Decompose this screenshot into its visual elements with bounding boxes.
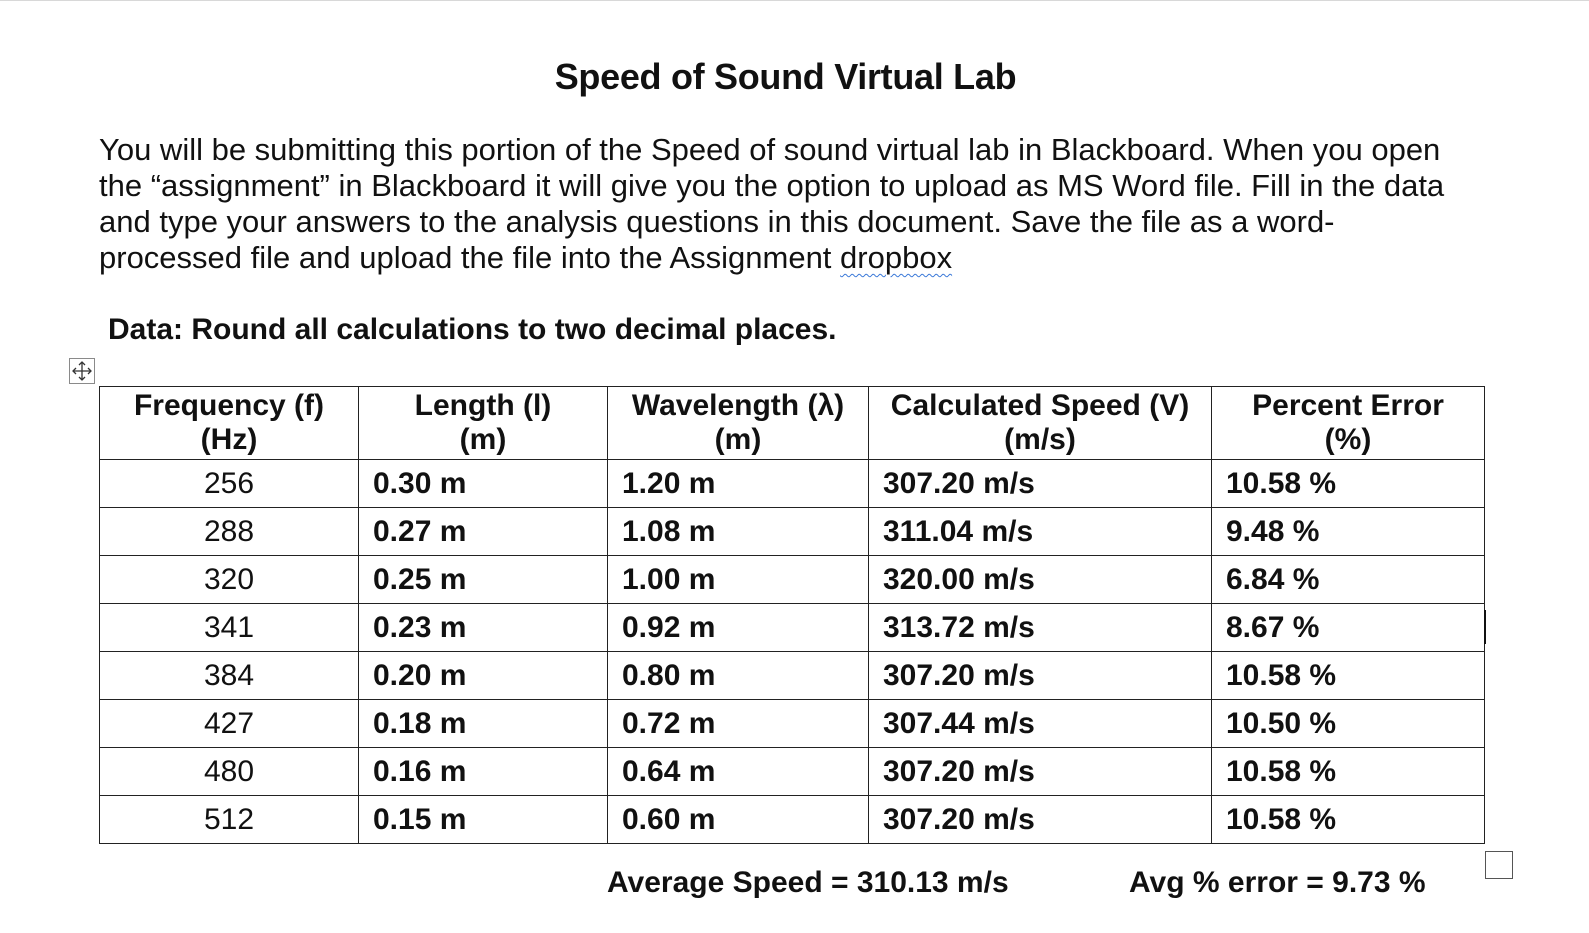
header-wavelength[interactable] <box>608 387 869 460</box>
cell-speed[interactable]: 311.04 m/s <box>869 508 1212 556</box>
intro-line: the “assignment” in Blackboard it will give you the option to upload as MS Word file. Fill in the data <box>99 168 1445 203</box>
table-row <box>100 796 1485 844</box>
spellcheck-flagged-word[interactable]: dropbox <box>840 240 953 275</box>
cell-length[interactable]: 0.23 m <box>359 604 608 652</box>
cell-error[interactable]: 8.67 % <box>1212 604 1485 652</box>
cell-error[interactable]: 10.50 % <box>1212 700 1485 748</box>
cell-wavelength[interactable]: 1.08 m <box>608 508 869 556</box>
cell-length[interactable]: 0.27 m <box>359 508 608 556</box>
cell-speed[interactable]: 307.20 m/s <box>869 748 1212 796</box>
header-percent-error[interactable] <box>1212 387 1485 460</box>
header-calculated-speed[interactable] <box>869 387 1212 460</box>
cell-wavelength[interactable]: 0.64 m <box>608 748 869 796</box>
cell-frequency[interactable]: 256 <box>100 460 359 508</box>
table-row <box>100 652 1485 700</box>
cell-length[interactable]: 0.30 m <box>359 460 608 508</box>
average-speed-text: Average Speed = 310.13 m/s <box>607 866 1009 899</box>
table-row <box>100 748 1485 796</box>
page-top-border <box>0 0 1589 1</box>
table-header-row <box>100 387 1485 460</box>
cell-wavelength[interactable]: 1.20 m <box>608 460 869 508</box>
intro-paragraph <box>99 132 1499 276</box>
header-line: Length (l) <box>414 389 552 422</box>
header-line: Percent Error <box>1252 389 1444 422</box>
header-unit: (m) <box>714 423 762 456</box>
table-row <box>100 604 1485 652</box>
intro-line: You will be submitting this portion of the Speed of sound virtual lab in Blackboard. When you open <box>99 132 1441 167</box>
text-cursor <box>1484 610 1486 644</box>
cell-speed[interactable]: 320.00 m/s <box>869 556 1212 604</box>
cell-speed[interactable]: 307.20 m/s <box>869 796 1212 844</box>
intro-line: and type your answers to the analysis questions in this document. Save the file as a word- <box>99 204 1335 239</box>
header-frequency[interactable] <box>100 387 359 460</box>
header-unit: (%) <box>1324 423 1372 456</box>
header-unit: (m) <box>459 423 507 456</box>
data-table <box>99 386 1485 844</box>
cell-frequency[interactable]: 427 <box>100 700 359 748</box>
intro-line <box>99 240 1499 276</box>
header-line: Calculated Speed (V) <box>890 389 1190 422</box>
cell-frequency[interactable]: 341 <box>100 604 359 652</box>
header-unit: (m/s) <box>1004 423 1076 456</box>
cell-wavelength[interactable]: 1.00 m <box>608 556 869 604</box>
cell-error[interactable]: 6.84 % <box>1212 556 1485 604</box>
cell-speed[interactable]: 307.44 m/s <box>869 700 1212 748</box>
cell-length[interactable]: 0.20 m <box>359 652 608 700</box>
header-length[interactable] <box>359 387 608 460</box>
table-row <box>100 460 1485 508</box>
cell-wavelength[interactable]: 0.92 m <box>608 604 869 652</box>
cell-frequency[interactable]: 512 <box>100 796 359 844</box>
header-unit: (Hz) <box>200 423 258 456</box>
cell-wavelength[interactable]: 0.72 m <box>608 700 869 748</box>
cell-length[interactable]: 0.25 m <box>359 556 608 604</box>
cell-length[interactable]: 0.16 m <box>359 748 608 796</box>
table-row <box>100 700 1485 748</box>
cell-error[interactable]: 10.58 % <box>1212 796 1485 844</box>
cell-error[interactable]: 10.58 % <box>1212 460 1485 508</box>
cell-length[interactable]: 0.15 m <box>359 796 608 844</box>
cell-frequency[interactable]: 288 <box>100 508 359 556</box>
table-row <box>100 508 1485 556</box>
data-heading: Data: Round all calculations to two decimal places. <box>108 313 837 346</box>
cell-error[interactable]: 10.58 % <box>1212 652 1485 700</box>
header-line: Wavelength (λ) <box>631 389 845 422</box>
table-resize-handle[interactable] <box>1485 851 1513 879</box>
cell-error[interactable]: 9.48 % <box>1212 508 1485 556</box>
cell-speed[interactable]: 313.72 m/s <box>869 604 1212 652</box>
header-line: Frequency (f) <box>133 389 325 422</box>
cell-frequency[interactable]: 320 <box>100 556 359 604</box>
cell-length[interactable]: 0.18 m <box>359 700 608 748</box>
cell-speed[interactable]: 307.20 m/s <box>869 652 1212 700</box>
cell-error[interactable]: 10.58 % <box>1212 748 1485 796</box>
cell-frequency[interactable]: 384 <box>100 652 359 700</box>
table-move-handle-icon[interactable] <box>69 358 95 384</box>
cell-wavelength[interactable]: 0.80 m <box>608 652 869 700</box>
intro-line-text: processed file and upload the file into the Assignment <box>99 240 841 275</box>
table-row <box>100 556 1485 604</box>
page-title: Speed of Sound Virtual Lab <box>554 56 1017 97</box>
cell-wavelength[interactable]: 0.60 m <box>608 796 869 844</box>
average-error-text: Avg % error = 9.73 % <box>1129 866 1426 899</box>
cell-frequency[interactable]: 480 <box>100 748 359 796</box>
cell-speed[interactable]: 307.20 m/s <box>869 460 1212 508</box>
